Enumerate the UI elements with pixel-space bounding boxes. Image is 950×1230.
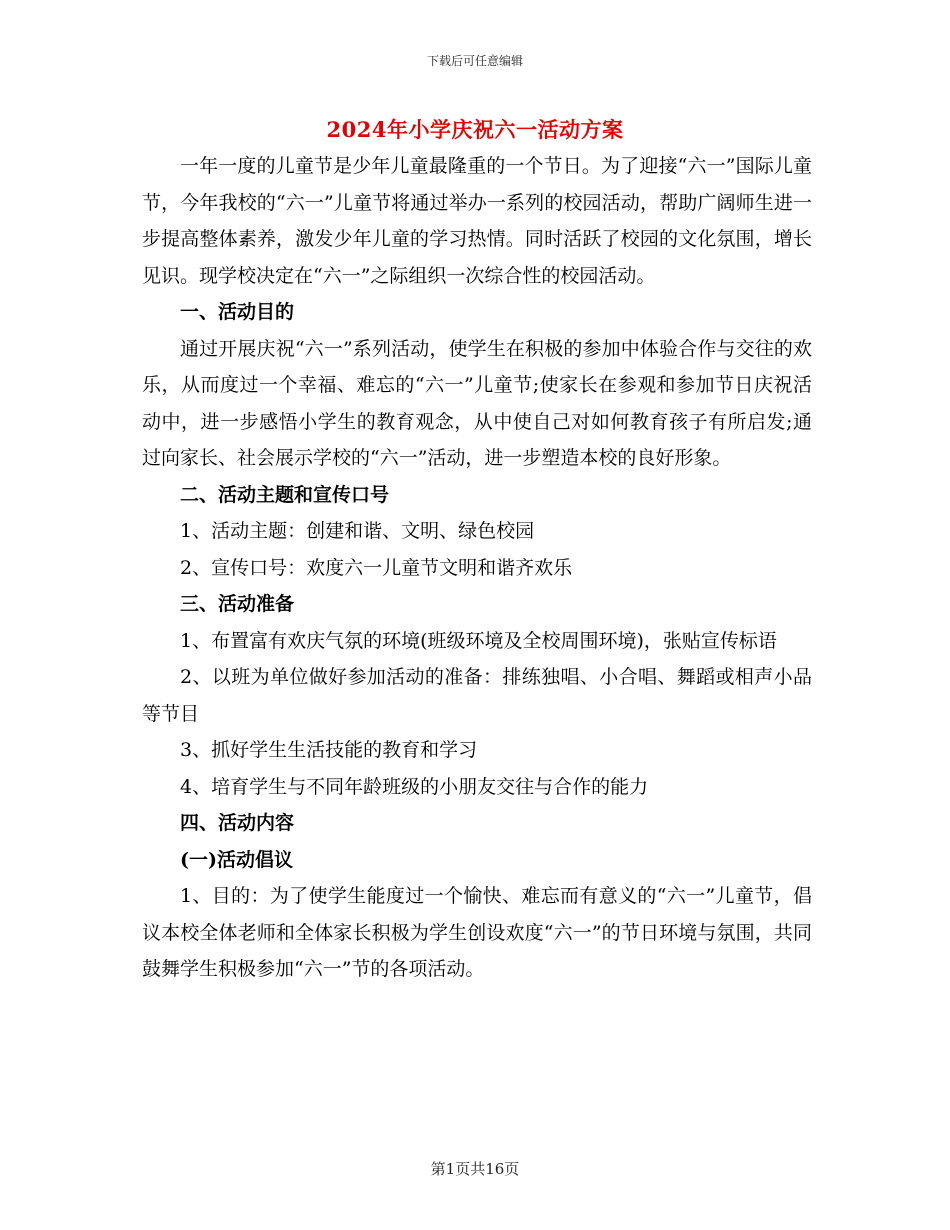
section-heading-theme: 二、活动主题和宣传口号 [180,483,390,506]
slogan-item: 2、宣传口号：欢度六一儿童节文明和谐齐欢乐 [180,556,573,579]
page-header: 下载后可任意编辑 [426,54,523,68]
section-heading-preparation: 三、活动准备 [180,593,295,615]
subsection-heading-initiative: (一)活动倡议 [180,848,293,871]
preparation-item: 1、布置富有欢庆气氛的环境(班级环境及全校周围环境)，张贴宣传标语 [180,629,777,652]
theme-item: 1、活动主题：创建和谐、文明、绿色校园 [180,520,535,542]
preparation-item: 4、培育学生与不同年龄班级的小朋友交往与合作的能力 [180,775,649,798]
initiative-paragraph: 1、目的：为了使学生能度过一个愉快、难忘而有意义的“六一”儿童节，倡议本校全体老师和全体家长积极为学生创设欢度“六一”的节日环境与氛围，共同鼓舞学生积极参加“六一”节的各项活动。 [142,885,812,980]
section-heading-purpose: 一、活动目的 [180,301,295,323]
preparation-item: 3、抓好学生生活技能的教育和学习 [180,739,478,761]
document-body [142,148,812,988]
purpose-paragraph: 通过开展庆祝“六一”系列活动，使学生在积极的参加中体验合作与交往的欢乐，从而度过一个幸福、难忘的“六一”儿童节;使家长在参观和参加节日庆祝活动中，进一步感悟小学生的教育观念，从中使自己对如何教育孩子有所启发;通过向家长、社会展示学校的“六一”活动，进一步塑造本校的良好形象。 [142,337,812,469]
section-heading-content: 四、活动内容 [180,812,295,834]
document-title: 2024年小学庆祝六一活动方案 [326,117,624,142]
intro-paragraph: 一年一度的儿童节是少年儿童最隆重的一个节日。为了迎接“六一”国际儿童节，今年我校的“六一”儿童节将通过举办一系列的校园活动，帮助广阔师生进一步提高整体素养，激发少年儿童的学习热情。同时活跃了校园的文化氛围，增长见识。现学校决定在“六一”之际组织一次综合性的校园活动。 [142,155,812,287]
page-footer: 第1页共16页 [430,1160,520,1178]
preparation-item: 2、以班为单位做好参加活动的准备：排练独唱、小合唱、舞蹈或相声小品等节目 [142,666,812,725]
